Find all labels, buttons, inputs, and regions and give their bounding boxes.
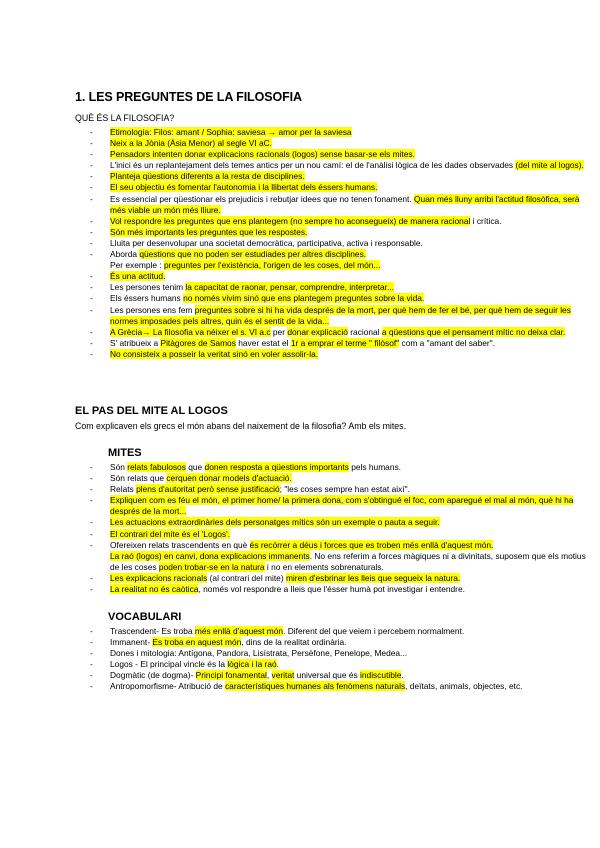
list-item-text: Són bbox=[110, 462, 128, 472]
list-item bbox=[88, 194, 588, 216]
list-item-text: com a "amant del saber". bbox=[399, 337, 495, 348]
list-item bbox=[88, 227, 588, 238]
highlighted-text: veritat bbox=[271, 670, 295, 681]
list-item-text: universal que és bbox=[294, 670, 361, 681]
list-item bbox=[88, 216, 588, 227]
list-item-text: Els éssers humans bbox=[110, 293, 184, 304]
list-item-text: Es essencial per qüestionar els prejudicis i rebutjar idees que no tenen fonament. bbox=[110, 193, 415, 204]
highlighted-text: El seu objectiu és fomentar l'autonomia i la llibertat dels éssers humans. bbox=[110, 182, 378, 193]
highlighted-text: indiscutible bbox=[360, 670, 402, 681]
mites-title: MITES bbox=[108, 447, 142, 459]
list-item bbox=[88, 271, 588, 282]
list-item bbox=[88, 349, 588, 360]
highlighted-text: més enllà d'aquest món bbox=[194, 626, 284, 636]
highlighted-text: Pensadors intenten donar explicacions racionals (logos) sense basar-se els mites. bbox=[110, 149, 415, 160]
list-item bbox=[88, 171, 588, 182]
highlighted-text: Expliquen com es féu el món, el primer home/ la primera dona, com s'obtingué el foc, com aparegué el mal al món, què hi ha després de la mort... bbox=[110, 495, 574, 517]
list-item bbox=[88, 249, 588, 271]
highlighted-text: lògica i la raó bbox=[227, 659, 277, 670]
highlighted-text: no només vivim sinó que ens plantegem preguntes sobre la vida. bbox=[183, 293, 425, 304]
highlighted-text: Pitàgores de Samos bbox=[160, 337, 236, 348]
highlighted-text: relats fabulosos bbox=[127, 462, 186, 472]
highlighted-text: preguntes sobre si hi ha vida després de la mort, per què hem de fer el bé, per què hem de seguir les normes imposades pels altres, quin és el sentit de la vida... bbox=[110, 304, 571, 326]
list-item bbox=[88, 127, 588, 138]
list-item-text: . bbox=[401, 670, 404, 681]
vocab-list-item bbox=[88, 626, 588, 637]
highlighted-text: a qüestions que el pensament mític no deixa clar. bbox=[381, 326, 566, 337]
mites-list-item bbox=[88, 573, 588, 584]
highlighted-text: donar explicació bbox=[287, 326, 348, 337]
mites-list-item bbox=[88, 517, 588, 528]
highlighted-text: Les explicacions racionals bbox=[110, 572, 208, 583]
list-item-text: racional bbox=[347, 326, 382, 337]
list-item-text: i no en elements sobrenaturals. bbox=[264, 561, 384, 572]
vocab-list-item bbox=[88, 681, 588, 692]
highlighted-text: Són més importants les preguntes que les respostes. bbox=[110, 226, 308, 237]
list-item bbox=[88, 327, 588, 338]
vocabulari-list bbox=[88, 626, 588, 693]
list-item-text: , bbox=[266, 670, 272, 681]
page-title: 1. LES PREGUNTES DE LA FILOSOFIA bbox=[75, 90, 302, 104]
mites-list-item bbox=[88, 529, 588, 540]
section1-list bbox=[88, 127, 588, 360]
highlighted-text: Quan més lluny arribi l'actitud filosòfica, serà més viable un món més lliure. bbox=[110, 193, 580, 215]
highlighted-text: miren d'esbrinar les lleis que segueix la natura. bbox=[285, 572, 461, 583]
list-item-text: per bbox=[270, 326, 288, 337]
mites-list-item bbox=[88, 462, 588, 473]
highlighted-text: A Grècia→ La filosofia va néixer el s. VI a.c bbox=[110, 326, 271, 337]
list-item bbox=[88, 182, 588, 193]
highlighted-text: El contrari del mite és el 'Logos'. bbox=[110, 528, 231, 539]
list-item-text: L'inici és un replantejament dels temes antics per un nou camí: el de l'anàlisi lògica de les dades observades bbox=[110, 160, 516, 171]
list-item-text: . Diferent del que veiem i percebem normalment. bbox=[283, 626, 465, 636]
list-item-text: Aborda bbox=[110, 249, 140, 260]
list-item bbox=[88, 282, 588, 293]
highlighted-text: la capacitat de raonar, pensar, comprendre, interpretar... bbox=[185, 282, 394, 293]
list-item bbox=[88, 305, 588, 327]
highlighted-text: Vol respondre les preguntes que ens plantegem (no sempre ho aconsegueix) de manera racional bbox=[110, 215, 471, 226]
list-item-text: Per exemple : bbox=[110, 260, 164, 271]
list-item bbox=[88, 338, 588, 349]
list-item-text: haver estat el bbox=[235, 337, 291, 348]
list-item-text: Immanent- bbox=[110, 637, 153, 648]
highlighted-text: cerquen donar models d'actuació. bbox=[166, 473, 292, 484]
list-item-text: (al contrari del mite) bbox=[207, 572, 286, 583]
highlighted-text: És una actitud. bbox=[110, 271, 166, 282]
list-item-text: pels humans. bbox=[348, 462, 402, 472]
list-item-text: Són relats que bbox=[110, 473, 167, 484]
list-item bbox=[88, 149, 588, 160]
vocab-list-item bbox=[88, 659, 588, 670]
list-item-text: . bbox=[276, 659, 279, 670]
mites-list-item bbox=[88, 540, 588, 573]
highlighted-text: qüestions que no poden ser estudiades per altres disciplines. bbox=[139, 249, 367, 260]
highlighted-text: poden trobar-se en la natura bbox=[158, 561, 265, 572]
highlighted-text: La realitat no és caòtica bbox=[110, 584, 199, 595]
section2-intro: Com explicaven els grecs el món abans del naixement de la filosofia? Amb els mites. bbox=[75, 421, 407, 431]
list-item-text: i crítica. bbox=[470, 215, 502, 226]
list-item bbox=[88, 138, 588, 149]
highlighted-text: Etimologia: Filos: amant / Sophia: saviesa → amor per la saviesa bbox=[110, 127, 352, 137]
list-item-text: , dins de la realitat ordinària. bbox=[241, 637, 347, 648]
list-item-text: Relats bbox=[110, 484, 137, 495]
highlighted-text: donen resposta a qüestions importants bbox=[204, 462, 349, 472]
list-item-text: Dogmàtic (de dogma)- bbox=[110, 670, 196, 681]
list-item-text: Les persones tenim bbox=[110, 282, 186, 293]
list-item-text: ; "les coses sempre han estat així". bbox=[279, 484, 410, 495]
list-item-text: Logos - El principal vincle és la bbox=[110, 659, 228, 670]
highlighted-text: és recórrer a déus i forces que es troben més enllà d'aquest món. bbox=[249, 539, 494, 550]
vocab-list-item bbox=[88, 648, 588, 659]
highlighted-text: Les actuacions extraordinàries dels personatges mítics són un exemple o pauta a seguir. bbox=[110, 517, 440, 528]
highlighted-text: (del mite al logos). bbox=[515, 160, 584, 171]
list-item-text: S' atribueix a bbox=[110, 337, 161, 348]
list-item-text: que bbox=[185, 462, 205, 472]
list-item bbox=[88, 160, 588, 171]
highlighted-text: Planteja qüestions diferents a la resta de disciplines. bbox=[110, 171, 305, 182]
list-item-text: , deïtats, animals, objectes, etc. bbox=[405, 681, 523, 692]
mites-list-item bbox=[88, 495, 588, 517]
list-item-text: Ofereixen relats trascendents en què bbox=[110, 539, 250, 550]
vocab-list-item bbox=[88, 670, 588, 681]
vocabulari-title: VOCABULARI bbox=[108, 611, 182, 623]
list-item-text: Lluita per desenvolupar una societat democràtica, participativa, activa i responsable. bbox=[110, 237, 423, 248]
highlighted-text: Es troba en aquest món bbox=[152, 637, 242, 648]
section2-title: EL PAS DEL MITE AL LOGOS bbox=[75, 405, 228, 417]
list-item-text: Les persones ens fem bbox=[110, 304, 195, 315]
highlighted-text: plens d'autoritat però sense justificació bbox=[136, 484, 280, 495]
highlighted-text: No consisteix a posseir la veritat sinó en voler assolir-la. bbox=[110, 348, 319, 359]
list-item-text: Dones i mitologia: Antígona, Pandora, Lisístrata, Persèfone, Penelope, Medea... bbox=[110, 648, 408, 659]
list-item bbox=[88, 238, 588, 249]
list-item-text: . No ens referim a forces màgiques ni a divinitats, suposem que els motius de les coses bbox=[110, 550, 586, 572]
highlighted-text: 1r a emprar el terme " filòsof" bbox=[290, 337, 400, 348]
list-item-text: Antropomorfisme- Atribució de bbox=[110, 681, 225, 692]
mites-list-item bbox=[88, 484, 588, 495]
mites-list-item bbox=[88, 473, 588, 484]
list-item bbox=[88, 293, 588, 304]
mites-list bbox=[88, 462, 588, 595]
section1-subtitle: QUÈ ÉS LA FILOSOFIA? bbox=[75, 113, 175, 123]
mites-list-item bbox=[88, 584, 588, 595]
highlighted-text: característiques humanes als fenòmens naturals bbox=[224, 681, 406, 692]
highlighted-text: Principi fonamental bbox=[195, 670, 267, 681]
vocab-list-item bbox=[88, 637, 588, 648]
highlighted-text: preguntes per l'existència, l'origen de les coses, del món... bbox=[164, 260, 381, 271]
highlighted-text: La raó (logos) en canvi, dona explicacions immanents bbox=[110, 550, 310, 561]
highlighted-text: Neix a la Jònia (Àsia Menor) al segle VI aC. bbox=[110, 138, 272, 149]
list-item-text: , només vol respondre a lleis que l'ésser humà pot investigar i entendre. bbox=[198, 584, 465, 595]
list-item-text: Trascendent- Es troba bbox=[110, 626, 195, 636]
